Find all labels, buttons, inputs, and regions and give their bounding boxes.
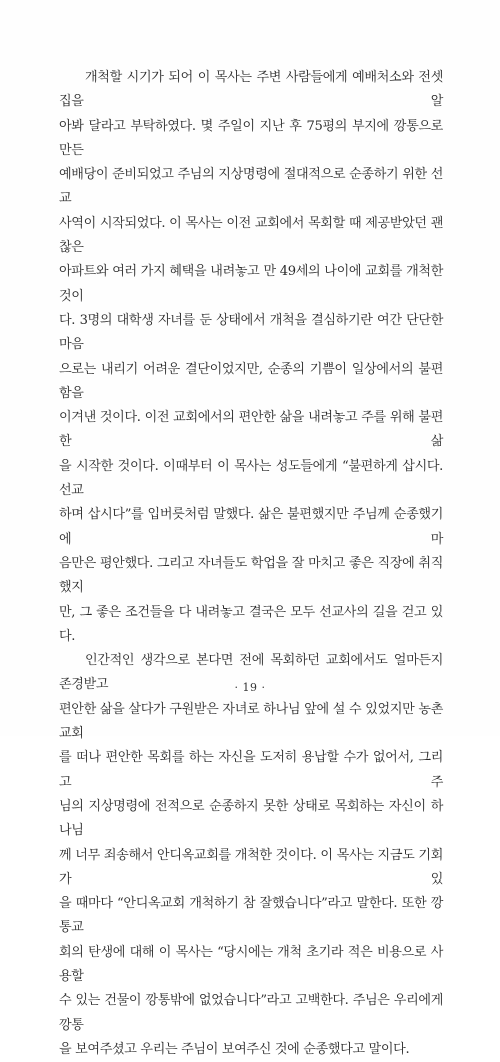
text-line: 하며 삽시다”를 입버릇처럼 말했다. 삶은 불편했지만 주님께 순종했기에 마 <box>59 507 443 547</box>
text-line: 께 너무 죄송해서 안디옥교회를 개척한 것이다. 이 목사는 지금도 기회가 있 <box>59 847 443 887</box>
text-line: 을 때마다 “안디옥교회 개척하기 참 잘했습니다”라고 말한다. 또한 깡통교 <box>59 896 443 936</box>
text-line: 편안한 삶을 살다가 구원받은 자녀로 하나님 앞에 설 수 있었지만 농촌 교회 <box>59 701 443 742</box>
text-line: 예배당이 준비되었고 주님의 지상명령에 절대적으로 순종하기 위한 선교 <box>59 167 443 207</box>
text-line: 회의 탄생에 대해 이 목사는 “당시에는 개척 초기라 적은 비용으로 사용할 <box>59 944 443 984</box>
text-line: 을 시작한 것이다. 이때부터 이 목사는 성도들에게 “불편하게 삽시다. 선교 <box>59 458 443 499</box>
page-number: · 19 · <box>234 681 266 694</box>
text-line: 다. 3명의 대학생 자녀를 둔 상태에서 개척을 결심하기란 여간 단단한 마음 <box>59 312 443 353</box>
body-text <box>59 66 443 1062</box>
text-line: 아파트와 여러 가지 혜택을 내려놓고 만 49세의 나이에 교회를 개척한 것이 <box>59 264 443 304</box>
text-line: 음만은 평안했다. 그리고 자녀들도 학업을 잘 마치고 좋은 직장에 취직했지 <box>59 555 443 596</box>
text-line: 을 보여주셨고 우리는 주님이 보여주신 것에 순종했다고 말이다. <box>59 1041 410 1057</box>
text-line: 이겨낸 것이다. 이전 교회에서의 편안한 삶을 내려놓고 주를 위해 불편한 삶 <box>59 410 443 450</box>
text-line: 만, 그 좋은 조건들을 다 내려놓고 결국은 모두 선교사의 길을 걷고 있다. <box>59 604 443 644</box>
text-line: 개척할 시기가 되어 이 목사는 주변 사람들에게 예배처소와 전셋집을 알 <box>59 70 443 110</box>
text-line: 사역이 시작되었다. 이 목사는 이전 교회에서 목회할 때 제공받았던 괜찮은 <box>59 215 443 256</box>
text-line: 수 있는 건물이 깡통밖에 없었습니다”라고 고백한다. 주님은 우리에게 깡통 <box>59 993 443 1033</box>
text-line: 아봐 달라고 부탁하였다. 몇 주일이 지난 후 75평의 부지에 깡통으로 만든 <box>59 118 443 158</box>
text-line: 를 떠나 편안한 목회를 하는 자신을 도저히 용납할 수가 없어서, 그리고 주 <box>59 750 443 790</box>
text-line: 인간적인 생각으로 본다면 전에 목회하던 교회에서도 얼마든지 존경받고 <box>59 653 443 693</box>
text-line: 으로는 내리기 어려운 결단이었지만, 순종의 기쁨이 일상에서의 불편함을 <box>59 361 443 401</box>
text-line: 님의 지상명령에 전적으로 순종하지 못한 상태로 목회하는 자신이 하나님 <box>59 798 443 839</box>
